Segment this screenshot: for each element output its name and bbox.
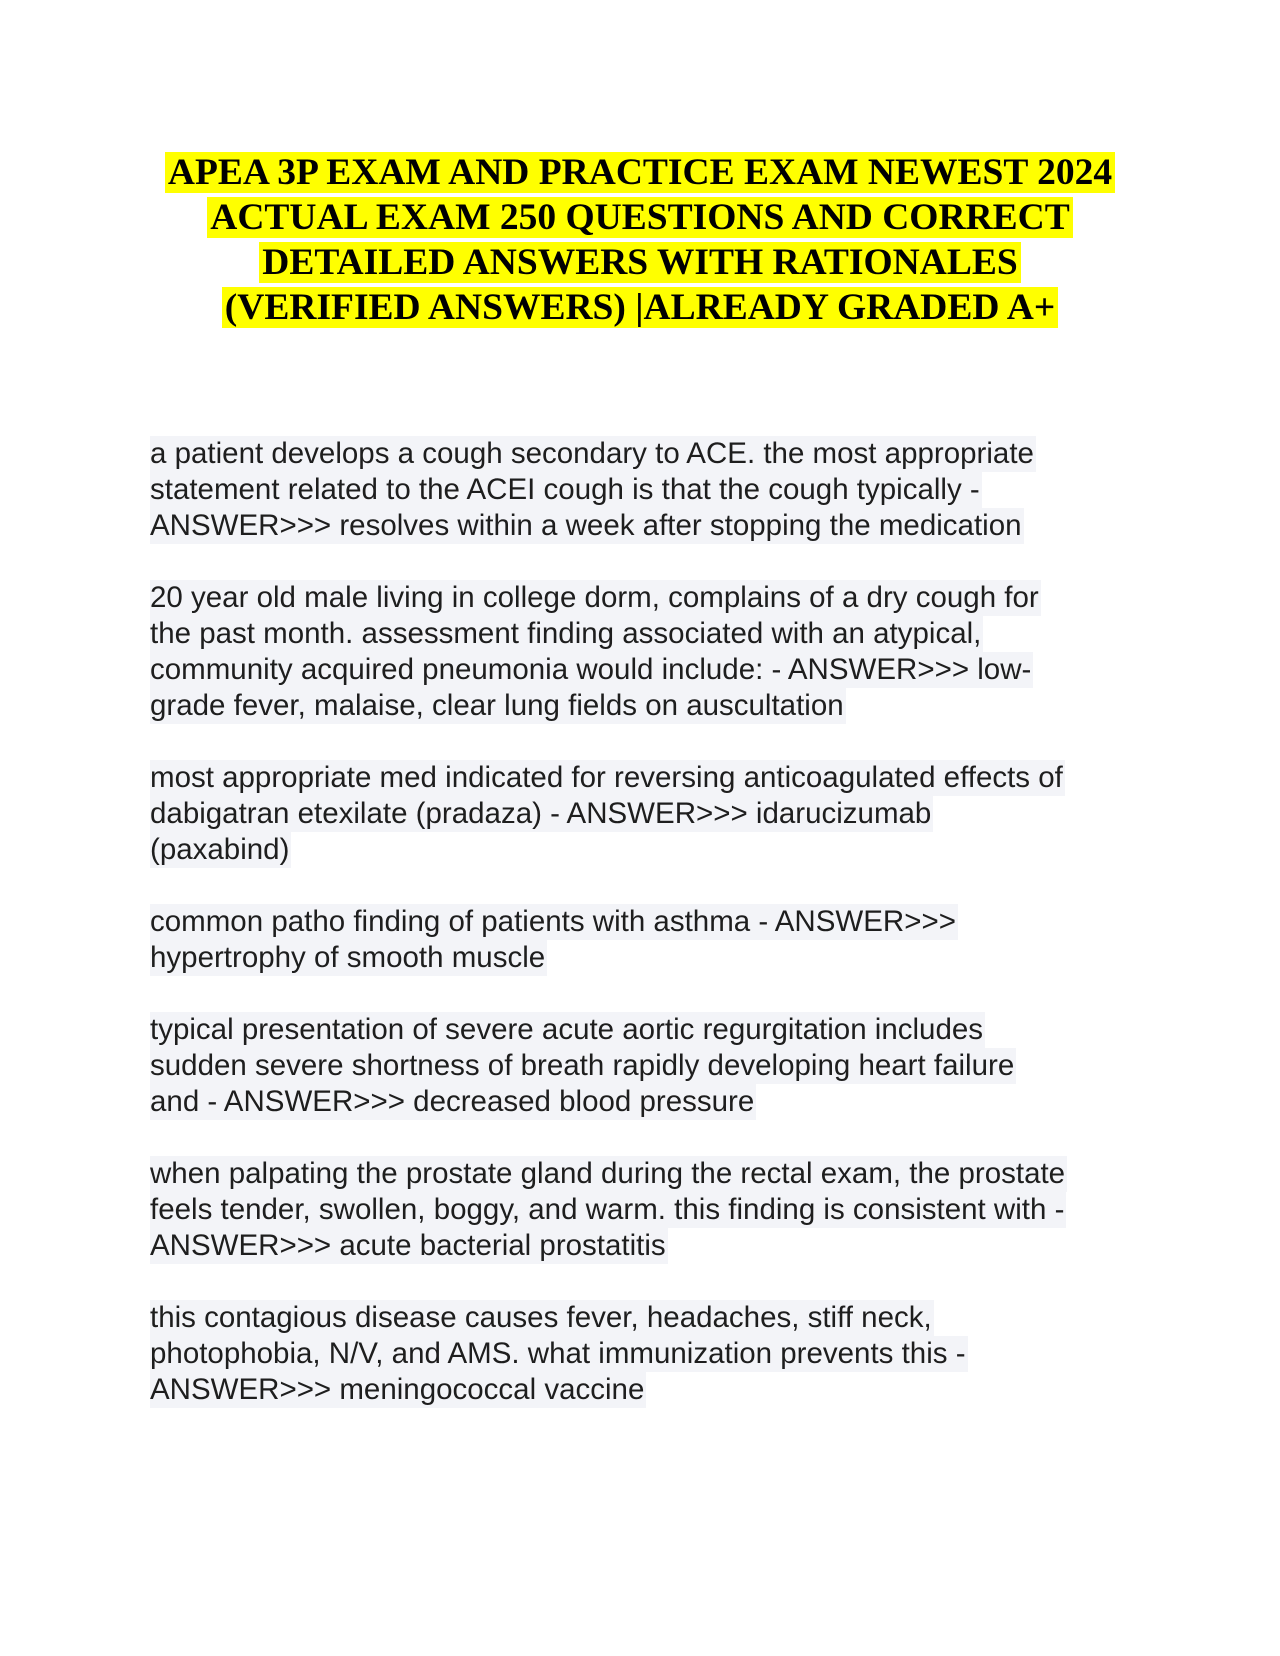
title-line: APEA 3P EXAM AND PRACTICE EXAM NEWEST 2024 [165, 152, 1115, 193]
qa-text-line: dabigatran etexilate (pradaza) - ANSWER>>> idarucizumab [150, 797, 932, 830]
qa-text-line: sudden severe shortness of breath rapidly developing heart failure [150, 1049, 1015, 1082]
qa-text-line: ANSWER>>> resolves within a week after stopping the medication [150, 509, 1022, 542]
qa-text-line: community acquired pneumonia would include: - ANSWER>>> low- [150, 653, 1032, 686]
qa-text-line: hypertrophy of smooth muscle [150, 941, 546, 974]
qa-text-line: typical presentation of severe acute aortic regurgitation includes [150, 1013, 984, 1046]
document-title [100, 150, 1180, 330]
qa-item [150, 904, 1150, 976]
qa-list [150, 436, 1150, 1444]
qa-text-line: this contagious disease causes fever, headaches, stiff neck, [150, 1301, 932, 1334]
title-line: (VERIFIED ANSWERS) |ALREADY GRADED A+ [222, 287, 1058, 328]
qa-item [150, 760, 1150, 868]
qa-text-line: grade fever, malaise, clear lung fields on auscultation [150, 689, 844, 722]
qa-item [150, 436, 1150, 544]
qa-text-line: 20 year old male living in college dorm, complains of a dry cough for [150, 581, 1039, 614]
qa-text-line: feels tender, swollen, boggy, and warm. this finding is consistent with - [150, 1193, 1065, 1226]
title-line: DETAILED ANSWERS WITH RATIONALES [259, 242, 1020, 283]
qa-item [150, 580, 1150, 724]
qa-text-line: and - ANSWER>>> decreased blood pressure [150, 1085, 755, 1118]
qa-item [150, 1300, 1150, 1408]
qa-text-line: statement related to the ACEI cough is that the cough typically - [150, 473, 980, 506]
qa-text-line: ANSWER>>> acute bacterial prostatitis [150, 1229, 666, 1262]
qa-text-line: (paxabind) [150, 833, 290, 866]
qa-text-line: most appropriate med indicated for reversing anticoagulated effects of [150, 761, 1063, 794]
qa-text-line: the past month. assessment finding associated with an atypical, [150, 617, 982, 650]
qa-text-line: common patho finding of patients with asthma - ANSWER>>> [150, 905, 956, 938]
qa-text-line: photophobia, N/V, and AMS. what immunization prevents this - [150, 1337, 966, 1370]
qa-text-line: a patient develops a cough secondary to ACE. the most appropriate [150, 437, 1034, 470]
qa-text-line: when palpating the prostate gland during the rectal exam, the prostate [150, 1157, 1066, 1190]
title-line: ACTUAL EXAM 250 QUESTIONS AND CORRECT [207, 197, 1073, 238]
qa-item [150, 1012, 1150, 1120]
qa-item [150, 1156, 1150, 1264]
qa-text-line: ANSWER>>> meningococcal vaccine [150, 1373, 645, 1406]
